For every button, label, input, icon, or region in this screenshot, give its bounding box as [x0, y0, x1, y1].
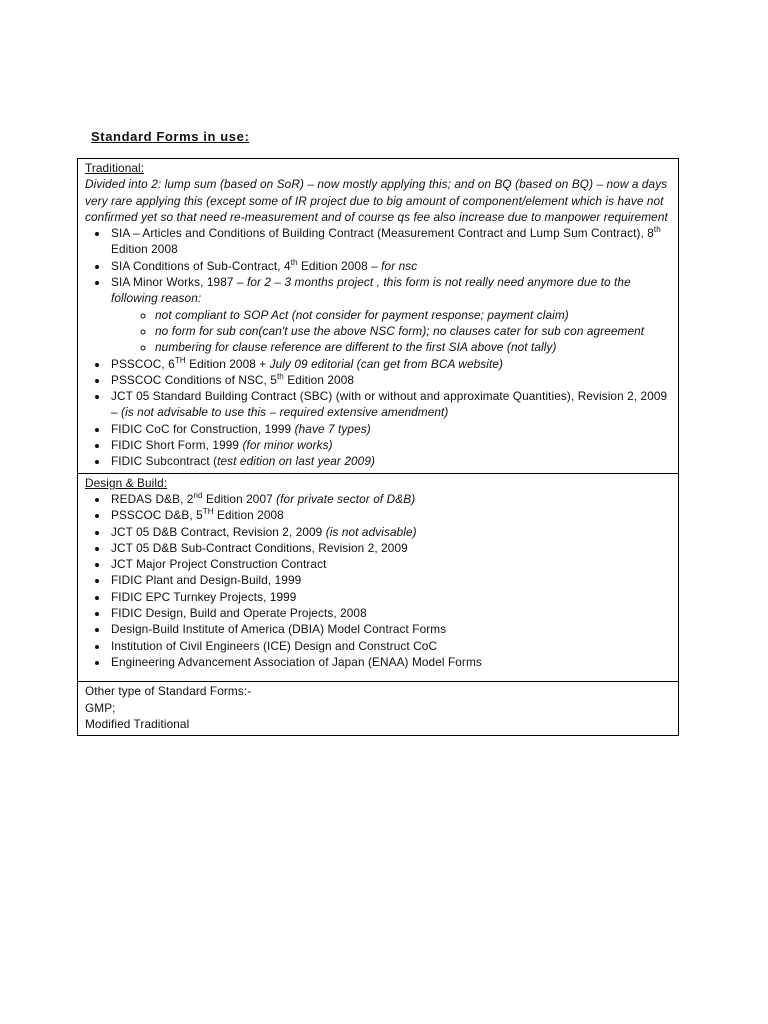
list-item: • PSSCOC D&B, 5TH Edition 2008	[109, 507, 672, 523]
list-item: • JCT 05 Standard Building Contract (SBC) (with or without and approximate Quantities), Revision 2, 2009 – (is not advisable to use this – required extensive amendment)	[109, 388, 672, 421]
list-item: • FIDIC Plant and Design-Build, 1999	[109, 572, 672, 588]
list-item: • Engineering Advancement Association of Japan (ENAA) Model Forms	[109, 654, 672, 670]
list-item: • REDAS D&B, 2nd Edition 2007 (for private sector of D&B)	[109, 491, 672, 507]
list-item: • FIDIC Short Form, 1999 (for minor works)	[109, 437, 672, 453]
list-item: • SIA Conditions of Sub-Contract, 4th Edition 2008 – for nsc	[109, 258, 672, 274]
traditional-intro: Divided into 2: lump sum (based on SoR) – now mostly applying this; and on BQ (based on BQ) – now a days very rare applying this (except some of IR project due to big amount of component/element which is have not confirmed yet so that need re-measurement and of course qs fee also increase due to manpower requirement	[85, 177, 668, 224]
standard-forms-table	[77, 158, 679, 736]
design-build-title: Design & Build:	[85, 475, 168, 490]
traditional-row	[78, 159, 679, 474]
other-line-gmp: GMP;	[85, 700, 116, 715]
sub-list-item: ◦ numbering for clause reference are different to the first SIA above (not tally)	[155, 339, 672, 355]
other-row	[78, 682, 679, 736]
list-item: • JCT 05 D&B Sub-Contract Conditions, Revision 2, 2009	[109, 540, 672, 556]
list-item: • JCT Major Project Construction Contract	[109, 556, 672, 572]
traditional-list	[85, 225, 672, 469]
sub-list-item: ◦ not compliant to SOP Act (not consider for payment response; payment claim)	[155, 307, 672, 323]
list-item: • FIDIC Subcontract (test edition on last year 2009)	[109, 453, 672, 469]
other-line-modified: Modified Traditional	[85, 716, 190, 731]
list-item: • PSSCOC Conditions of NSC, 5th Edition 2008	[109, 372, 672, 388]
sub-list-item: ◦ no form for sub con(can't use the above NSC form); no clauses cater for sub con agreement	[155, 323, 672, 339]
other-title: Other type of Standard Forms:-	[85, 684, 252, 699]
spacer	[85, 670, 672, 678]
design-build-row	[78, 473, 679, 682]
other-cell	[78, 682, 679, 736]
list-item: • SIA – Articles and Conditions of Building Contract (Measurement Contract and Lump Sum Contract), 8th Edition 2008	[109, 225, 672, 258]
list-item: • JCT 05 D&B Contract, Revision 2, 2009 (is not advisable)	[109, 524, 672, 540]
minor-works-reasons	[111, 307, 672, 356]
list-item: • PSSCOC, 6TH Edition 2008 + July 09 editorial (can get from BCA website)	[109, 356, 672, 372]
list-item: • Design-Build Institute of America (DBIA) Model Contract Forms	[109, 621, 672, 637]
list-item: • FIDIC EPC Turnkey Projects, 1999	[109, 589, 672, 605]
list-item: • SIA Minor Works, 1987 – for 2 – 3 months project , this form is not really need anymore due to the following reason: ◦ not compliant to SOP Act (not consider for payment response; payment claim) ◦ no form for sub con(can't use the above NSC form); no clauses cater for sub con agreement ◦ numbering for clause reference are different to the first SIA above (not tally)	[109, 274, 672, 355]
list-item: • FIDIC Design, Build and Operate Projects, 2008	[109, 605, 672, 621]
list-item: • Institution of Civil Engineers (ICE) Design and Construct CoC	[109, 638, 672, 654]
traditional-title: Traditional:	[85, 161, 145, 175]
page-heading: Standard Forms in use:	[91, 129, 250, 144]
design-build-cell	[78, 473, 679, 682]
list-item: • FIDIC CoC for Construction, 1999 (have 7 types)	[109, 421, 672, 437]
design-build-list	[85, 491, 672, 670]
traditional-cell	[78, 159, 679, 474]
